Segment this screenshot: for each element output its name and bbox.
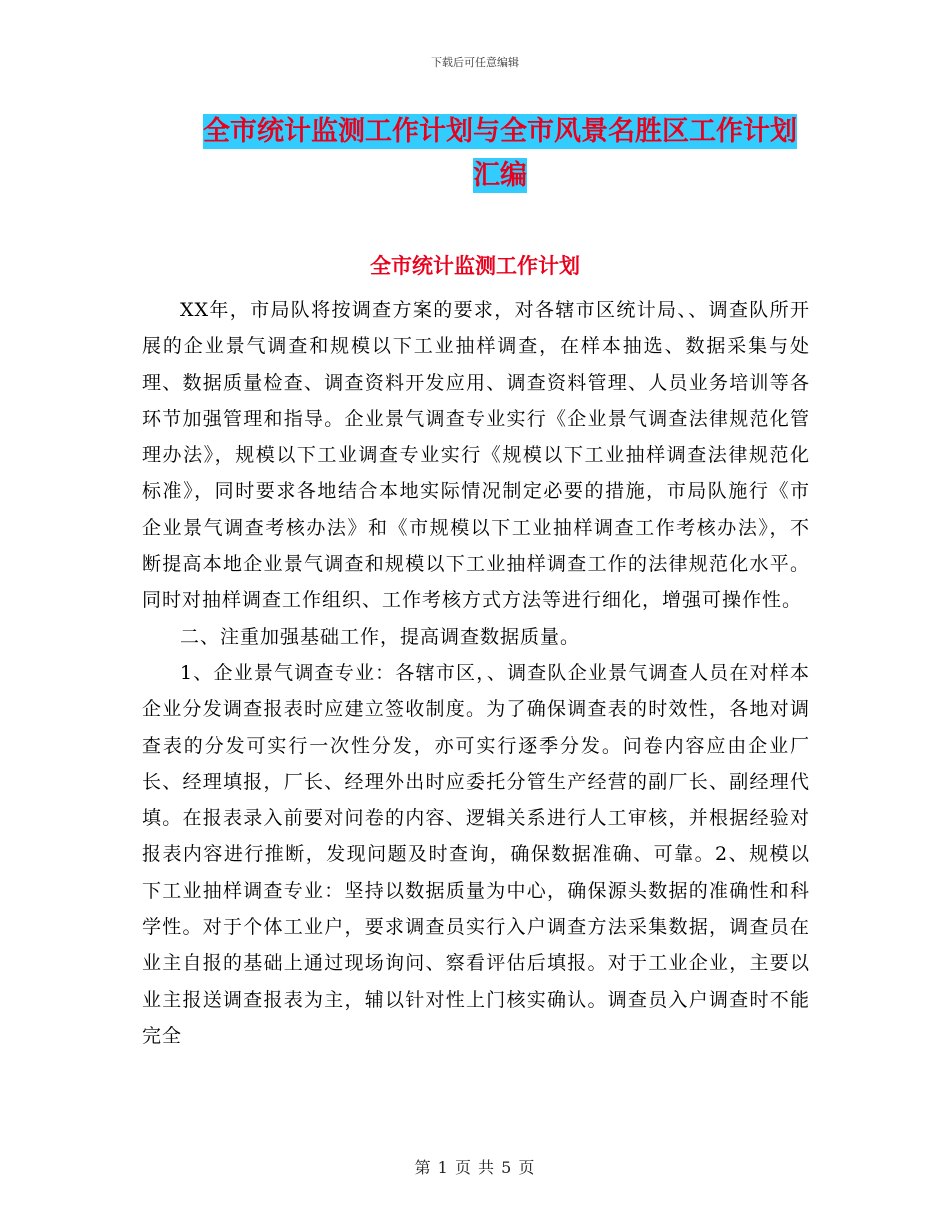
- paragraph: XX年，市局队将按调查方案的要求，对各辖市区统计局、、调查队所开展的企业景气调查和规模以下工业抽样调查，在样本抽选、数据采集与处理、数据质量检查、调查资料开发应用、调查资料管理、人员业务培训等各环节加强管理和指导。企业景气调查专业实行《企业景气调查法律规范化管理办法》，规模以下工业调查专业实行《规模以下工业抽样调查法律规范化标准》，同时要求各地结合本地实际情况制定必要的措施，市局队施行《市企业景气调查考核办法》和《市规模以下工业抽样调查工作考核办法》，不断提高本地企业景气调查和规模以下工业抽样调查工作的法律规范化水平。同时对抽样调查工作组织、工作考核方式方法等进行细化，增强可操作性。: [142, 299, 810, 612]
- paragraph: 二、注重加强基础工作，提高调查数据质量。: [180, 625, 581, 648]
- document-body: [142, 292, 810, 1054]
- document-title-text: 全市统计监测工作计划与全市风景名胜区工作计划汇编: [203, 116, 797, 191]
- section-title: 全市统计监测工作计划: [370, 254, 580, 278]
- page-footer: 第 1 页 共 5 页: [414, 1158, 536, 1177]
- page-header-note: 下载后可任意编辑: [431, 56, 519, 69]
- document-title: [190, 110, 810, 198]
- paragraph: 1、企业景气调查专业：各辖市区，、调查队企业景气调查人员在对样本企业分发调查报表时应建立签收制度。为了确保调查表的时效性，各地对调查表的分发可实行一次性分发，亦可实行逐季分发。问卷内容应由企业厂长、经理填报，厂长、经理外出时应委托分管生产经营的副厂长、副经理代填。在报表录入前要对问卷的内容、逻辑关系进行人工审核，并根据经验对报表内容进行推断，发现问题及时查询，确保数据准确、可靠。2、规模以下工业抽样调查专业：坚持以数据质量为中心，确保源头数据的准确性和科学性。对于个体工业户，要求调查员实行入户调查方法采集数据，调查员在业主自报的基础上通过现场询问、察看评估后填报。对于工业企业，主要以业主报送调查报表为主，辅以针对性上门核实确认。调查员入户调查时不能完全: [142, 661, 810, 1047]
